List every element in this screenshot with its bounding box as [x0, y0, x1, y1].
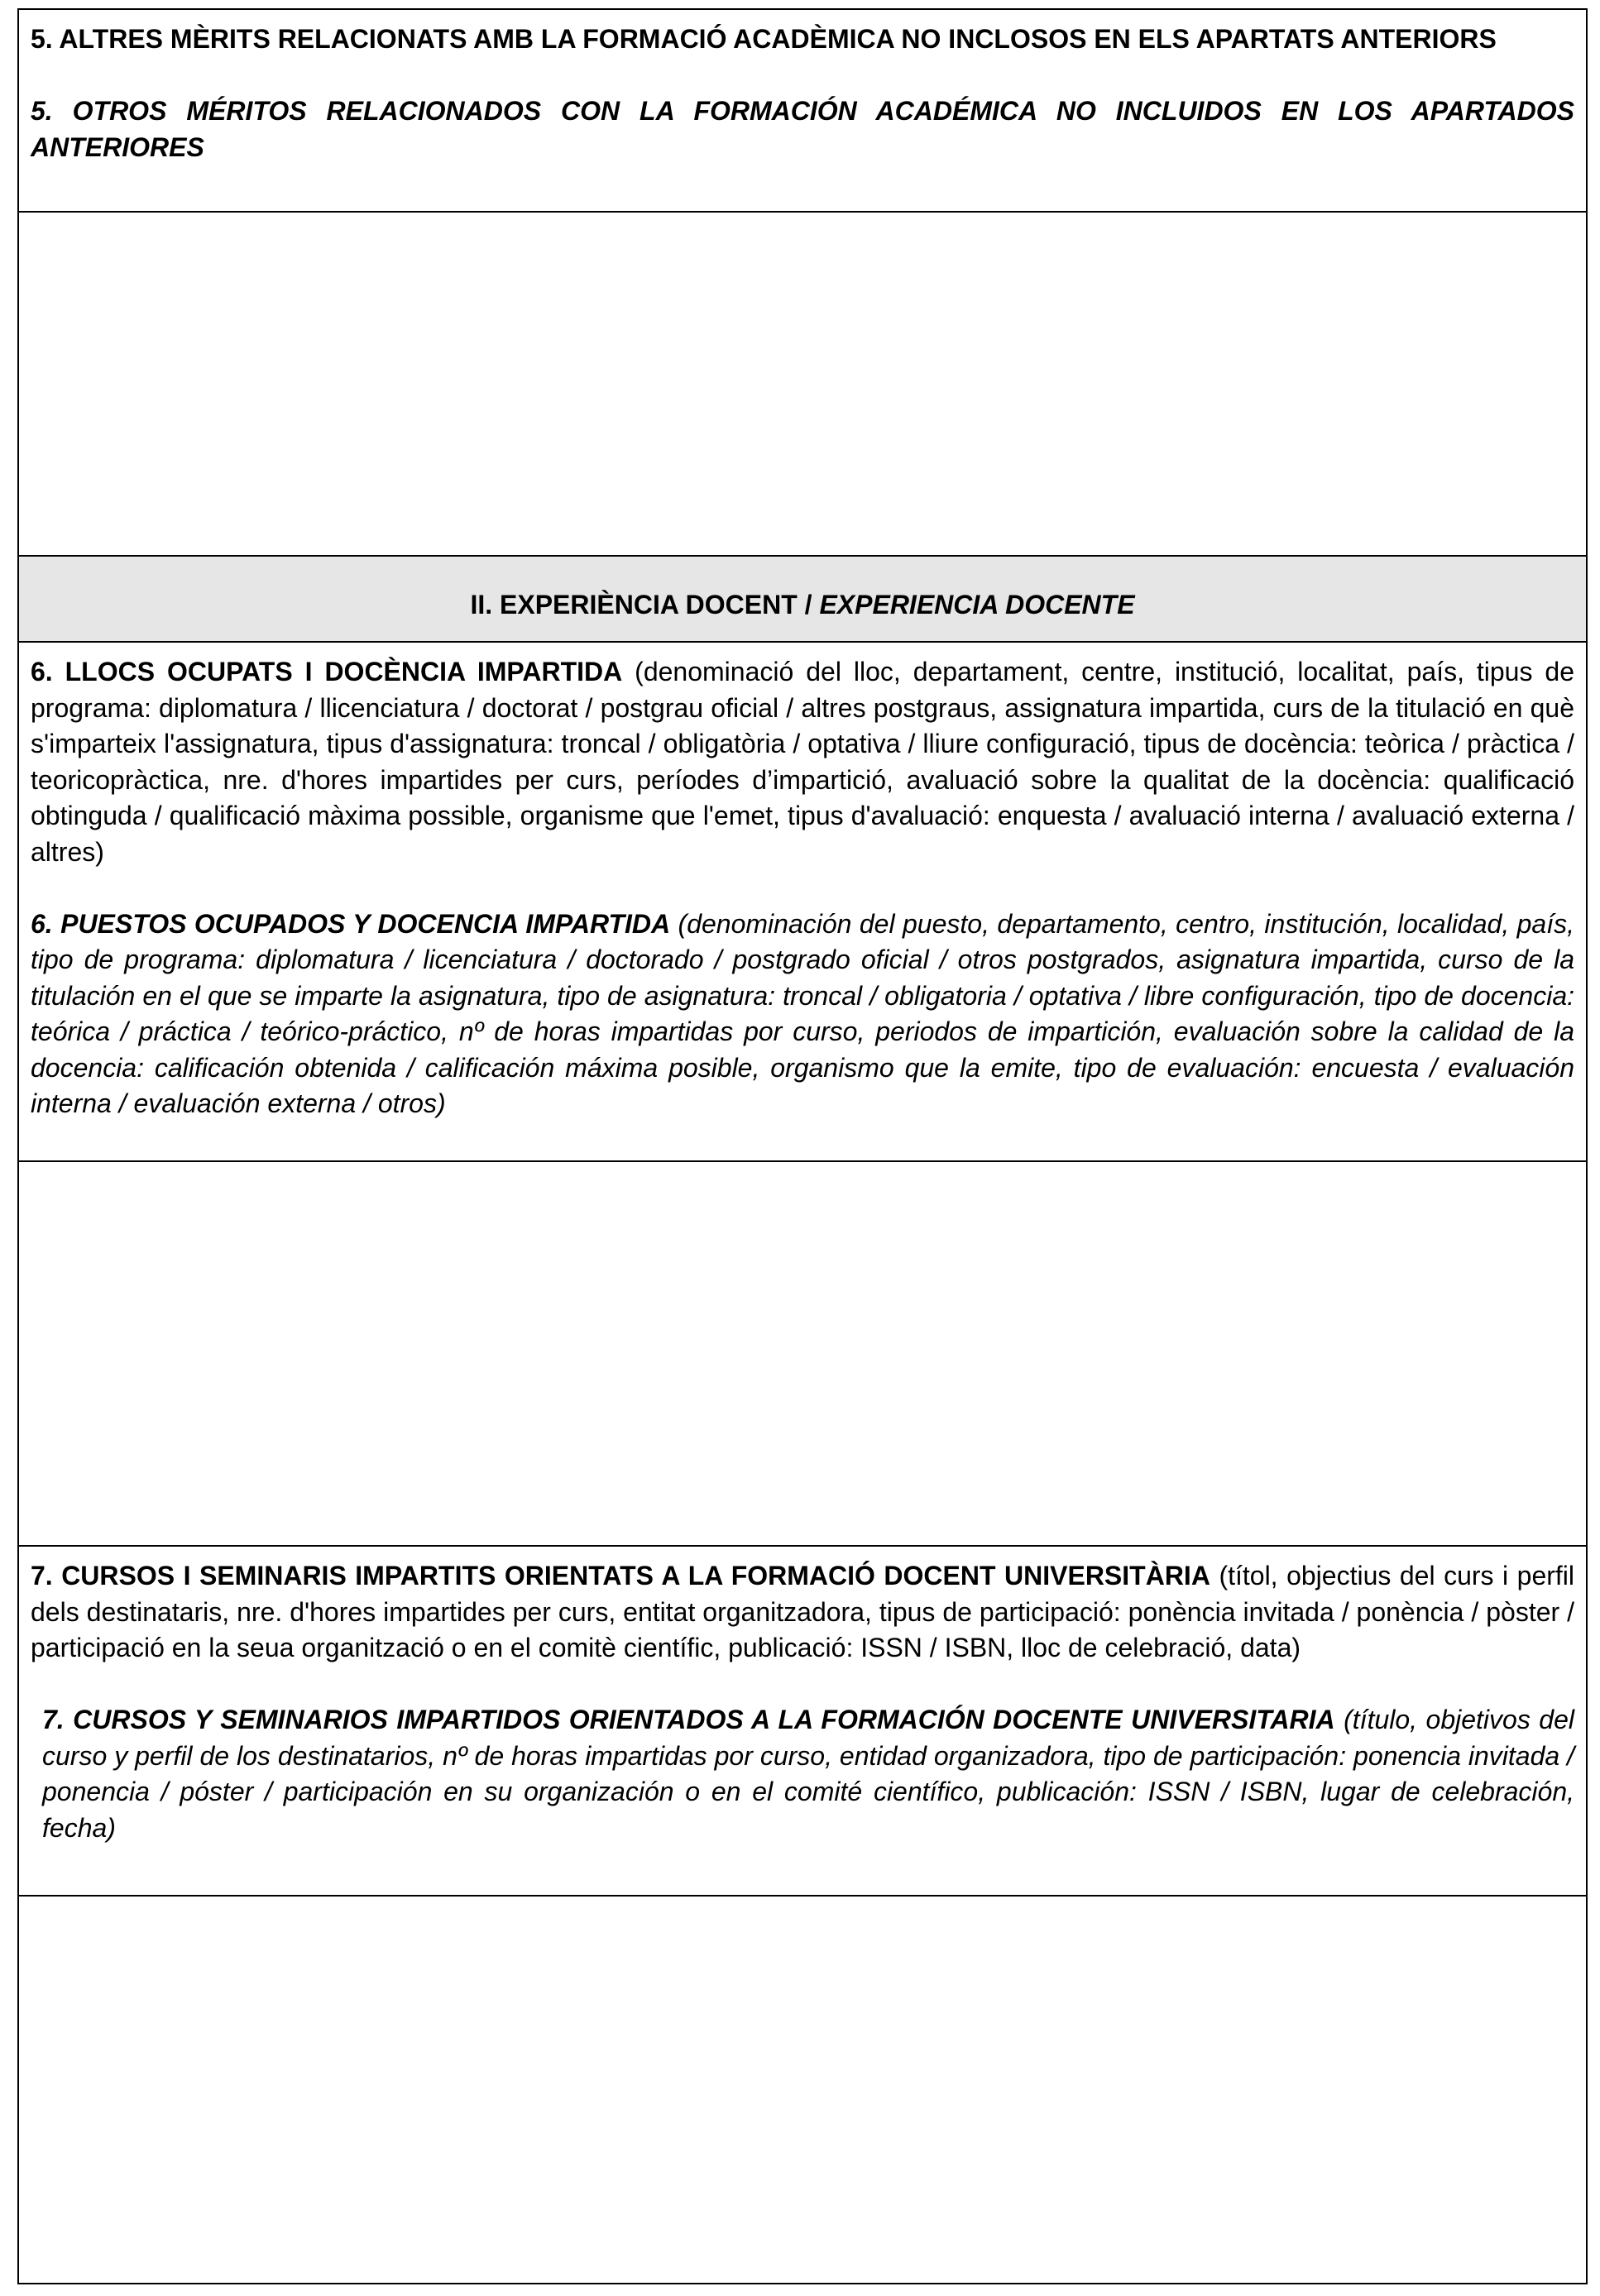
section-6-paragraph-es: [31, 906, 1574, 1122]
section-band-ii: [19, 555, 1586, 641]
section-6-desc-es: (denominación del puesto, departamento, centro, institución, localidad, país, tipo de programa: diplomatura / licenciatura / doctorado / postgrado oficial / otros postgrados, asignatura impartida, curso de la titulación en el que se imparte la asignatura, tipo de asignatura: troncal / obligatoria / optativa / libre configuración, tipo de docencia: teórica / práctica / teórico-práctico, nº de horas impartidas por curso, periodos de impartición, evaluación sobre la calidad de la docencia: calificación obtenida / calificación máxima posible, organismo que la emite, tipo de evaluación: encuesta / evaluación interna / evaluación externa / otros): [31, 908, 1575, 1118]
section-7-desc-es: (título, objetivos del curso y perfil de los destinatarios, nº de horas impartidas por curso, entidad organizadora, tipo de participación: ponencia invitada / ponencia / póster / participación en su organización o en el comité científico, publicación: ISSN / ISBN, lugar de celebración, fecha): [42, 1705, 1575, 1843]
section-5-answer-area[interactable]: [19, 211, 1586, 555]
section-7-title-ca: 7. CURSOS I SEMINARIS IMPARTITS ORIENTATS A LA FORMACIÓ DOCENT UNIVERSITÀRIA: [31, 1561, 1210, 1590]
form-page: [17, 8, 1588, 2284]
section-7-title-es: 7. CURSOS Y SEMINARIOS IMPARTIDOS ORIENTADOS A LA FORMACIÓN DOCENTE UNIVERSITARIA: [42, 1705, 1335, 1734]
section-7-paragraph-es: [31, 1702, 1574, 1846]
section-6-header: [19, 641, 1586, 1160]
band-title-ca: II. EXPERIÈNCIA DOCENT /: [470, 590, 820, 619]
section-5-title-es: 5. OTROS MÉRITOS RELACIONADOS CON LA FORMACIÓN ACADÉMICA NO INCLUIDOS EN LOS APARTADOS ANTERIORES: [31, 96, 1574, 162]
section-5-header: [19, 10, 1586, 211]
band-title-es: EXPERIENCIA DOCENTE: [819, 590, 1135, 619]
section-7-desc-ca: (títol, objectius del curs i perfil dels destinataris, nre. d'hores impartides per curs, entitat organitzadora, tipus de participació: ponència invitada / ponència / pòster / participació en la seua organització o en el comitè científic, publicació: ISSN / ISBN, lloc de celebració, data): [31, 1561, 1575, 1662]
section-7-answer-area[interactable]: [19, 1895, 1586, 2283]
section-6-desc-ca: (denominació del lloc, departament, centre, institució, localitat, país, tipus de programa: diplomatura / llicenciatura / doctorat / postgrau oficial / altres postgraus, assignatura impartida, curs de la titulació en què s'imparteix l'assignatura, tipus d'assignatura: troncal / obligatòria / optativa / lliure configuració, tipus de docència: teòrica / pràctica / teoricopràctica, nre. d'hores impartides per curs, períodes d’impartició, avaluació sobre la qualitat de la docència: qualificació obtinguda / qualificació màxima possible, organisme que l'emet, tipus d'avaluació: enquesta / avaluació interna / avaluació externa / altres): [31, 657, 1575, 867]
section-6-paragraph-ca: [31, 654, 1574, 870]
section-6-title-es: 6. PUESTOS OCUPADOS Y DOCENCIA IMPARTIDA: [31, 908, 671, 939]
section-5-title-ca: 5. ALTRES MÈRITS RELACIONATS AMB LA FORMACIÓ ACADÈMICA NO INCLOSOS EN ELS APARTATS ANTERIORS: [31, 24, 1497, 54]
section-7-header: [19, 1545, 1586, 1895]
section-6-answer-area[interactable]: [19, 1160, 1586, 1545]
section-7-paragraph-ca: [31, 1558, 1574, 1667]
section-6-title-ca: 6. LLOCS OCUPATS I DOCÈNCIA IMPARTIDA: [31, 657, 623, 686]
